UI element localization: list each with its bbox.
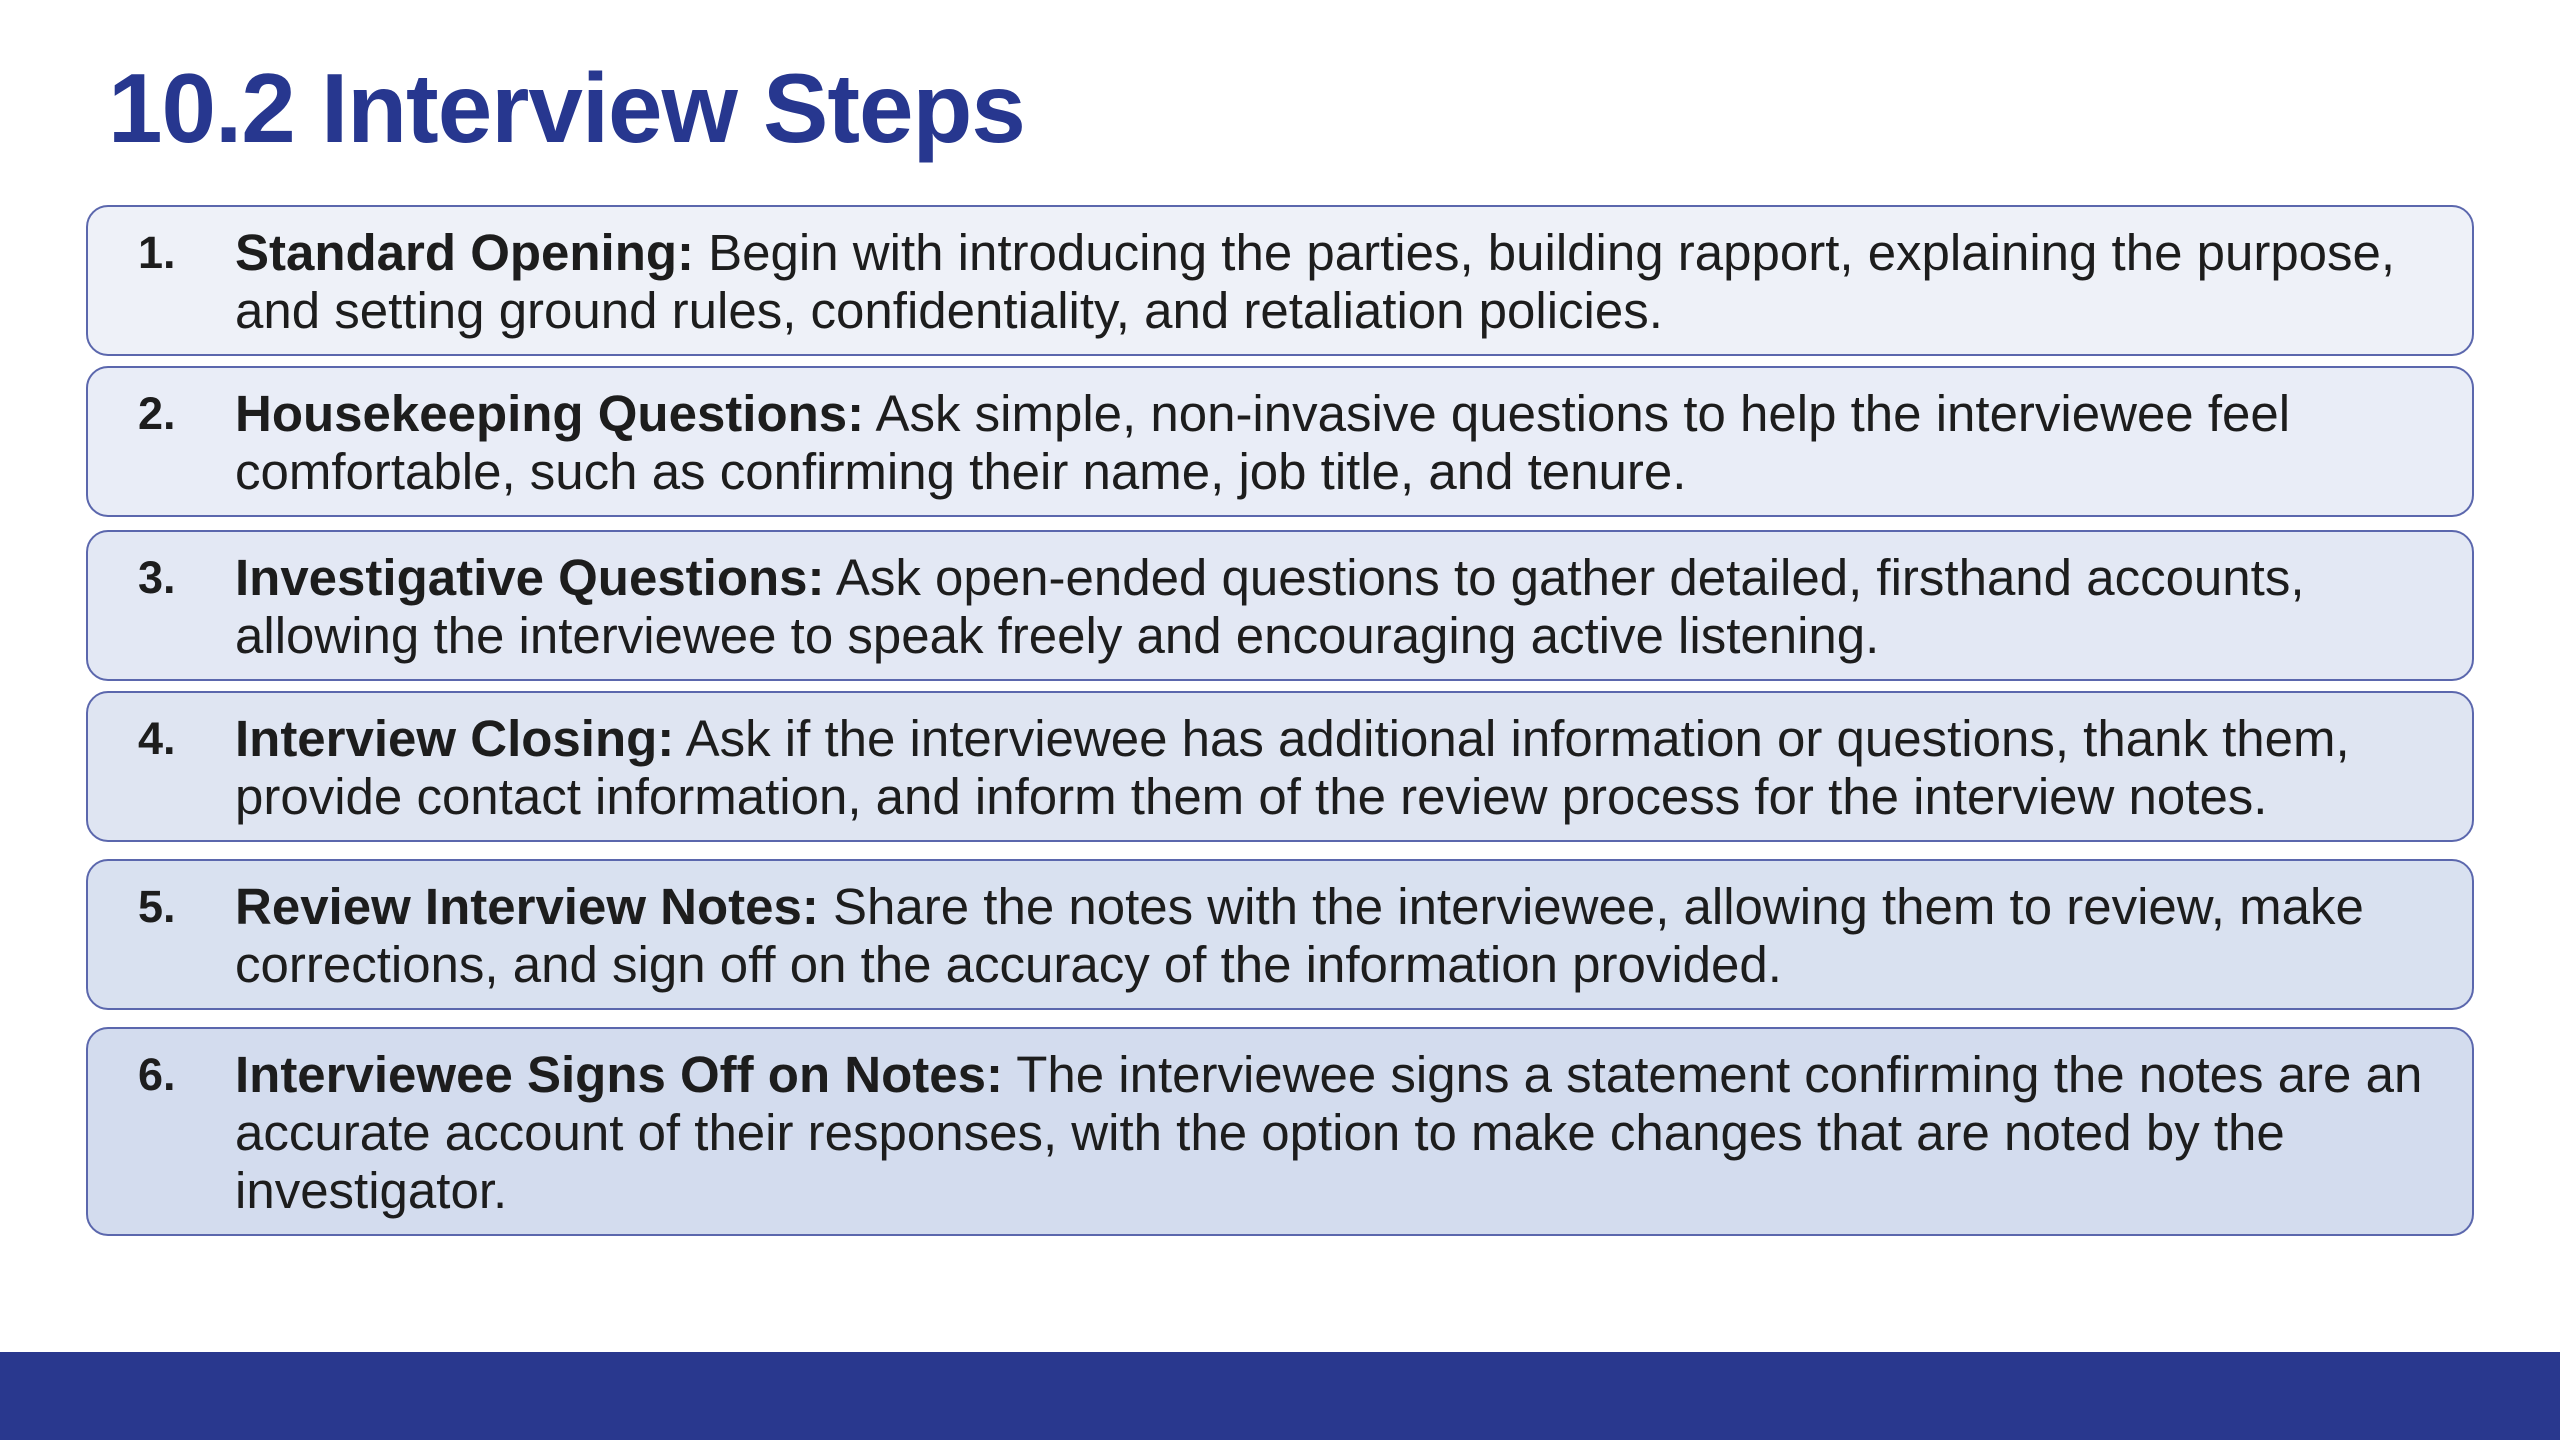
step-item bbox=[86, 691, 2474, 842]
page-title: 10.2 Interview Steps bbox=[108, 53, 1025, 163]
interview-steps-list bbox=[86, 205, 2474, 1236]
step-number: 4. bbox=[138, 713, 176, 764]
step-item bbox=[86, 859, 2474, 1010]
step-description: Ask if the interviewee has additional information or questions, thank them, provide contact information, and inform them of the review process for the interview notes. bbox=[235, 710, 2350, 825]
step-description: Begin with introducing the parties, building rapport, explaining the purpose, and setting ground rules, confidentiality, and retaliation policies. bbox=[235, 224, 2396, 339]
step-item bbox=[86, 530, 2474, 681]
step-heading: Standard Opening: bbox=[235, 224, 694, 281]
step-heading: Review Interview Notes: bbox=[235, 878, 819, 935]
footer-bar bbox=[0, 1352, 2560, 1440]
step-number: 1. bbox=[138, 227, 176, 278]
step-heading: Housekeeping Questions: bbox=[235, 385, 865, 442]
step-heading: Investigative Questions: bbox=[235, 549, 825, 606]
step-number: 2. bbox=[138, 388, 176, 439]
step-description: The interviewee signs a statement confirming the notes are an accurate account of their responses, with the option to make changes that are noted by the investigator. bbox=[235, 1046, 2423, 1219]
step-number: 6. bbox=[138, 1049, 176, 1100]
step-heading: Interview Closing: bbox=[235, 710, 675, 767]
step-item bbox=[86, 366, 2474, 517]
step-description: Ask simple, non-invasive questions to help the interviewee feel comfortable, such as confirming their name, job title, and tenure. bbox=[235, 385, 2291, 500]
step-item bbox=[86, 205, 2474, 356]
step-item bbox=[86, 1027, 2474, 1236]
step-number: 3. bbox=[138, 552, 176, 603]
step-description: Share the notes with the interviewee, allowing them to review, make corrections, and sign off on the accuracy of the information provided. bbox=[235, 878, 2364, 993]
step-heading: Interviewee Signs Off on Notes: bbox=[235, 1046, 1003, 1103]
step-number: 5. bbox=[138, 881, 176, 932]
step-description: Ask open-ended questions to gather detailed, firsthand accounts, allowing the interviewee to speak freely and encouraging active listening. bbox=[235, 549, 2305, 664]
